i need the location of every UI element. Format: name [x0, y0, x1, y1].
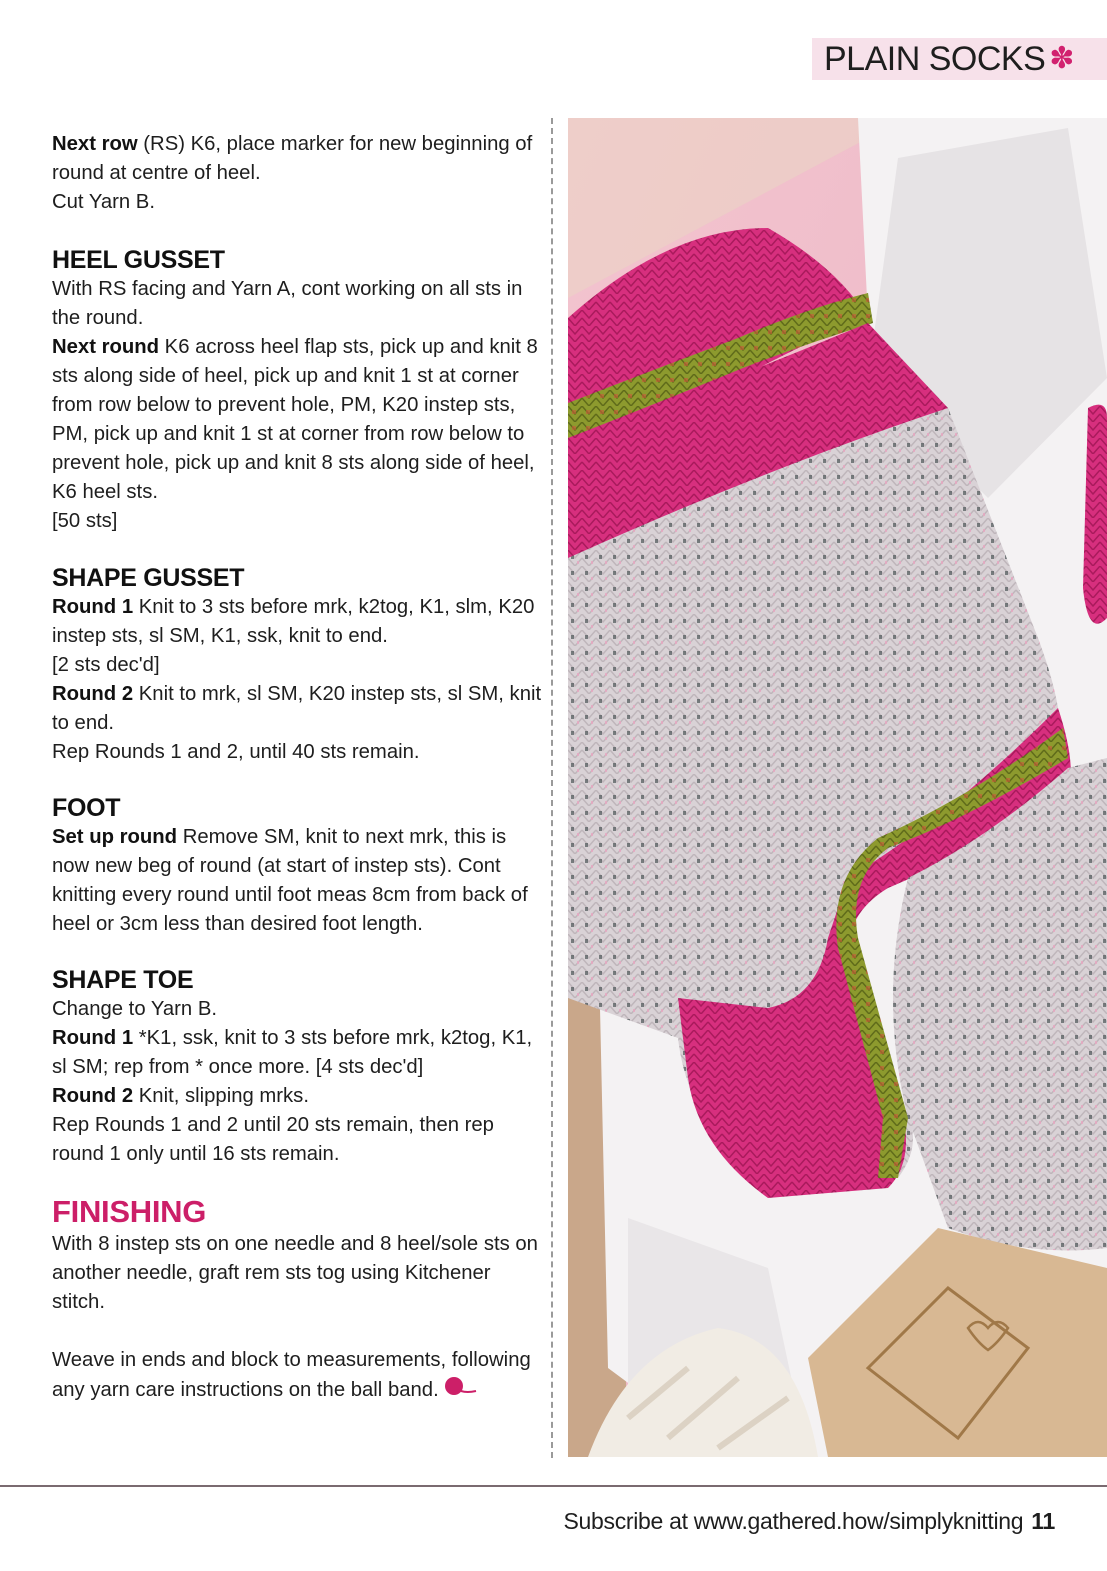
- flower-icon: ✽: [1049, 42, 1075, 75]
- shape-gusset-heading: SHAPE GUSSET: [52, 564, 245, 592]
- foot-paragraph: [52, 823, 542, 939]
- shape-gusset-r2-lead: Round 2: [52, 683, 134, 705]
- pattern-column: [52, 130, 542, 1406]
- heel-gusset-heading: HEEL GUSSET: [52, 246, 225, 274]
- shape-gusset-r1-text: Knit to 3 sts before mrk, k2tog, K1, slm, K20 instep sts, sl SM, K1, ssk, knit to end.: [52, 596, 535, 647]
- shape-gusset-round1: [52, 593, 542, 651]
- footer-rule: [0, 1485, 1107, 1487]
- shape-toe-round2: [52, 1082, 542, 1111]
- foot-lead: Set up round: [52, 826, 178, 848]
- intro-paragraph: [52, 130, 542, 188]
- shape-gusset-r2-text: Knit to mrk, sl SM, K20 instep sts, sl SM, knit to end.: [52, 683, 542, 734]
- shape-toe-line1: Change to Yarn B.: [52, 998, 217, 1020]
- footer: [563, 1508, 1055, 1535]
- section-tag: [812, 38, 1107, 80]
- shape-toe-round1: [52, 1024, 542, 1082]
- foot-section: [52, 793, 542, 939]
- shape-gusset-rep: Rep Rounds 1 and 2, until 40 sts remain.: [52, 741, 420, 763]
- finishing-p2-text: Weave in ends and block to measurements, following any yarn care instructions on the ball band.: [52, 1349, 531, 1401]
- yarn-ball-icon: [443, 1375, 477, 1406]
- shape-toe-rep: Rep Rounds 1 and 2 until 20 sts remain, then rep round 1 only until 16 sts remain.: [52, 1114, 494, 1165]
- finishing-p1: With 8 instep sts on one needle and 8 heel/sole sts on another needle, graft rem sts tog using Kitchener stitch.: [52, 1233, 538, 1313]
- intro-cut: Cut Yarn B.: [52, 191, 155, 213]
- shape-toe-r1-text: *K1, ssk, knit to 3 sts before mrk, k2tog, K1, sl SM; rep from * once more. [4 sts dec'd]: [52, 1027, 533, 1078]
- shape-toe-r1-lead: Round 1: [52, 1027, 134, 1049]
- shape-gusset-round2: [52, 680, 542, 738]
- foot-heading: FOOT: [52, 794, 121, 822]
- shape-gusset-r1-count: [2 sts dec'd]: [52, 654, 160, 676]
- heel-gusset-text: K6 across heel flap sts, pick up and knit 8 sts along side of heel, pick up and knit 1 st at corner from row below to prevent hole, PM, K20 instep sts, PM, pick up and knit 1 st at corner from row below to prevent hole, pick up and knit 8 sts along side of heel, K6 heel sts.: [52, 336, 538, 503]
- finishing-section: [52, 1194, 542, 1406]
- page-number: 11: [1031, 1508, 1055, 1534]
- heel-gusset-lead: Next round: [52, 336, 160, 358]
- shape-toe-r2-text: Knit, slipping mrks.: [133, 1085, 309, 1107]
- finishing-p2: [52, 1346, 542, 1406]
- column-divider: [551, 118, 553, 1458]
- section-title: PLAIN SOCKS: [824, 39, 1046, 78]
- intro-section: [52, 130, 542, 217]
- heel-gusset-line1: With RS facing and Yarn A, cont working on all sts in the round.: [52, 278, 523, 329]
- subscribe-text: Subscribe at www.gathered.how/simplyknitting: [563, 1508, 1024, 1534]
- foot-text: Remove SM, knit to next mrk, this is now new beg of round (at start of instep sts). Cont knitting every round until foot meas 8cm from back of heel or 3cm less than desired foot length.: [52, 826, 528, 935]
- intro-lead: Next row: [52, 133, 138, 155]
- shape-toe-r2-lead: Round 2: [52, 1085, 134, 1107]
- heel-gusset-section: [52, 245, 542, 536]
- heel-gusset-count: [50 sts]: [52, 510, 118, 532]
- shape-gusset-r1-lead: Round 1: [52, 596, 134, 618]
- heel-gusset-paragraph: [52, 333, 542, 507]
- shape-toe-section: [52, 965, 542, 1169]
- shape-gusset-section: [52, 563, 542, 767]
- shape-toe-heading: SHAPE TOE: [52, 966, 194, 994]
- finishing-heading: FINISHING: [52, 1194, 207, 1229]
- sock-photo: [568, 118, 1107, 1457]
- intro-text: (RS) K6, place marker for new beginning of round at centre of heel.: [52, 133, 533, 184]
